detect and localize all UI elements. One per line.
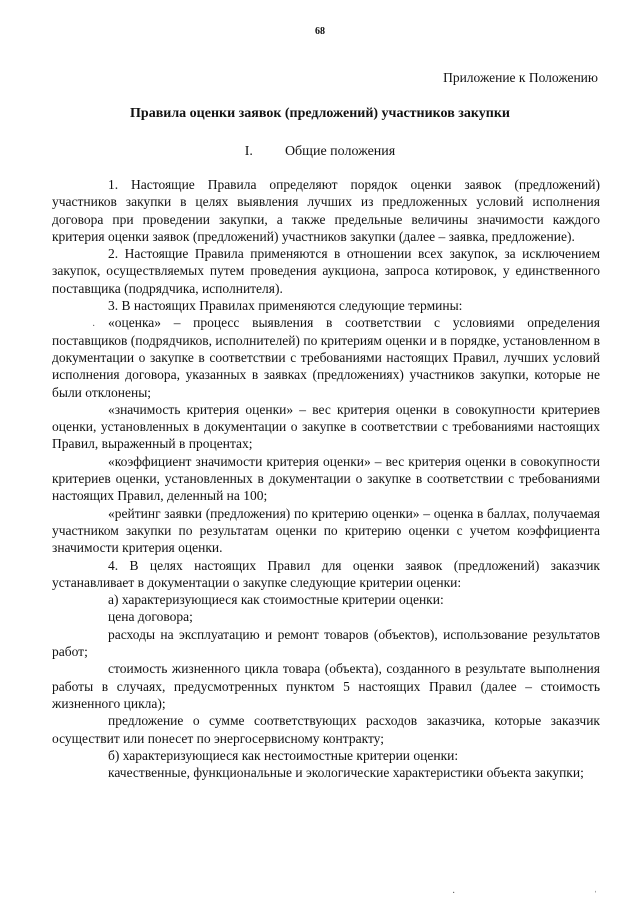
document-body <box>52 176 600 781</box>
paragraph: «оценка» – процесс выявления в соответствии с условиями определения поставщиков (подрядчиков, исполнителей) по критериям оценки и в порядке, установленном в документации о закупке в соответствии с требованиями настоящих Правил, лучших условий исполнения договора, указанных в заявках (предложениях) участников закупки, которые не были отклонены; <box>52 315 600 400</box>
paragraph: 3. В настоящих Правилах применяются следующие термины: <box>108 298 463 314</box>
paragraph: цена договора; <box>108 609 193 625</box>
paragraph: стоимость жизненного цикла товара (объекта), созданного в результате выполнения работы в случаях, предусмотренных пунктом 5 настоящих Правил (далее – стоимость жизненного цикла); <box>52 661 600 711</box>
paragraph: б) характеризующиеся как нестоимостные критерии оценки: <box>108 747 459 763</box>
section-number: I. <box>244 144 253 159</box>
paragraph: предложение о сумме соответствующих расходов заказчика, которые заказчик осуществит или понесет по энергосервисному контракту; <box>52 713 600 746</box>
paragraph: «рейтинг заявки (предложения) по критерию оценки» – оценка в баллах, получаемая участником закупки по результатам оценки по критерию оценки с учетом коэффициента значимости критерия оценки. <box>52 505 600 556</box>
paragraph: «коэффициент значимости критерия оценки» – вес критерия оценки в совокупности критериев оценки, установленных в документации о закупке в соответствии с требованиями настоящих Правил, деленный на 100; <box>52 453 600 504</box>
paragraph: расходы на эксплуатацию и ремонт товаров (объектов), использование результатов работ; <box>52 626 600 660</box>
scan-dot: · <box>452 888 456 899</box>
paragraph: качественные, функциональные и экологические характеристики объекта закупки; <box>108 765 584 781</box>
section-heading <box>0 144 640 160</box>
scan-dot: ˈ <box>594 890 598 901</box>
paragraph: а) характеризующиеся как стоимостные критерии оценки: <box>108 592 444 608</box>
paragraph: 4. В целях настоящих Правил для оценки заявок (предложений) заказчик устанавливает в документации о закупке следующие критерии оценки: <box>52 557 600 590</box>
document-title: Правила оценки заявок (предложений) участников закупки <box>130 106 510 121</box>
paragraph: 2. Настоящие Правила применяются в отношении всех закупок, за исключением закупок, осуществляемых путем проведения аукциона, запроса котировок, у единственного поставщика (подрядчика, исполнителя). <box>52 246 600 296</box>
paragraph: 1. Настоящие Правила определяют порядок оценки заявок (предложений) участников закупки в целях выявления лучших из предложенных условий исполнения договора при проведении закупки, а также предельные величины значимости каждого критерия оценки заявок (предложений) участников закупки (далее – заявка, предложение). <box>52 177 600 244</box>
paragraph: «значимость критерия оценки» – вес критерия оценки в совокупности критериев оценки, установленных в документации о закупке в соответствии с требованиями настоящих Правил, выраженный в процентах; <box>52 401 600 452</box>
section-title: Общие положения <box>284 144 396 159</box>
page-number: 68 <box>315 26 325 37</box>
appendix-label: Приложение к Положению <box>443 70 598 85</box>
scan-dot: · <box>92 321 96 332</box>
